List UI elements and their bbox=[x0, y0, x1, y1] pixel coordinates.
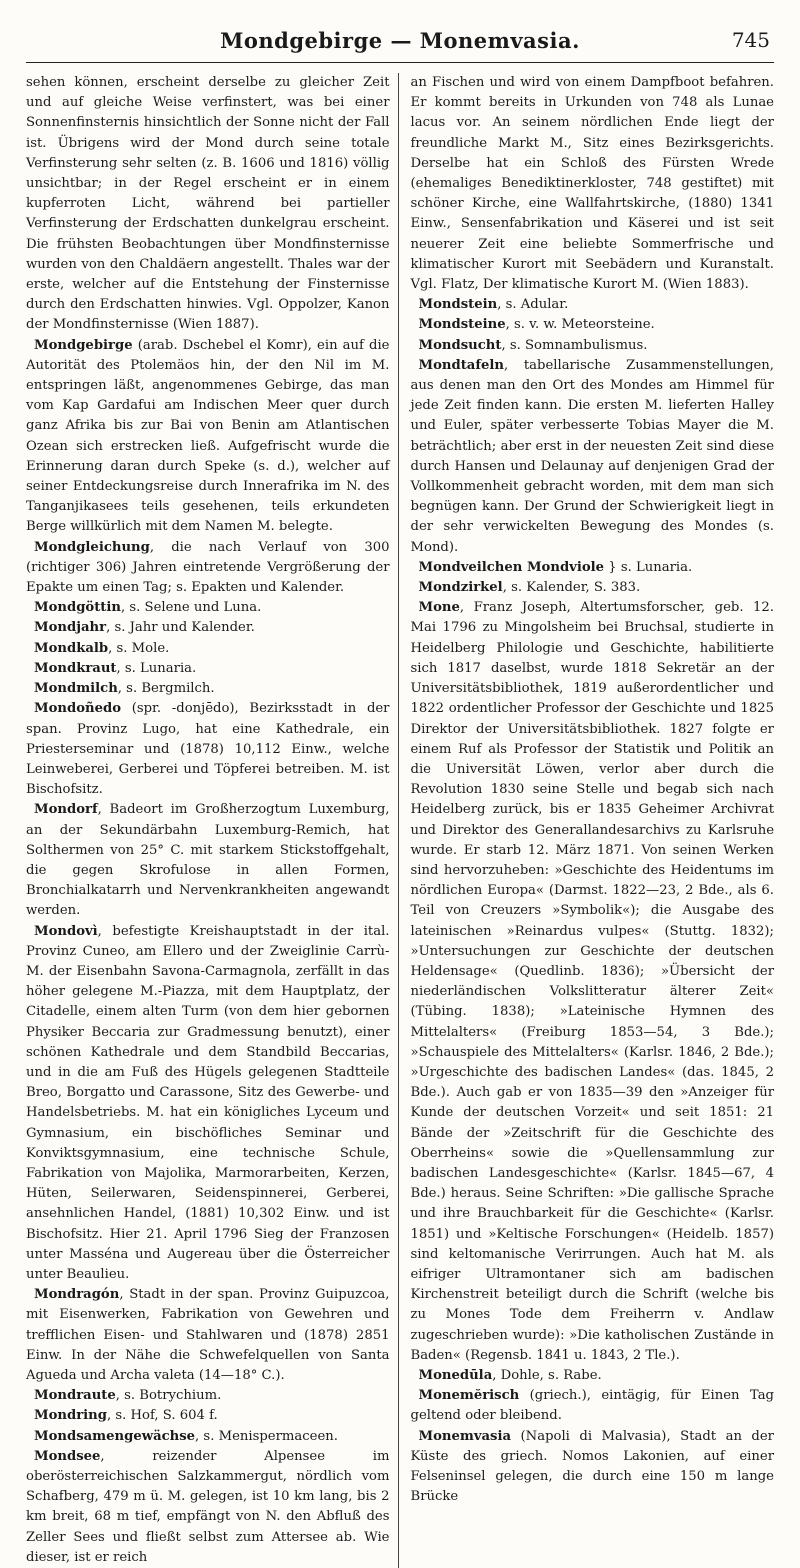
dictionary-entry bbox=[26, 538, 390, 599]
entry-text: , s. Botrychium. bbox=[115, 1388, 222, 1404]
entry-headword: Mondkraut bbox=[34, 660, 117, 676]
dictionary-entry bbox=[411, 315, 775, 335]
entry-text: , s. Somnambulismus. bbox=[501, 337, 648, 353]
entry-headword: Mondgleichung bbox=[34, 539, 150, 555]
entry-headword: Mondveilchen Mondviole bbox=[418, 559, 605, 575]
entry-text: , reizender Alpensee im oberösterreichischen Salzkammergut, nördlich vom Schafberg, 479 m ü. M. gelegen, ist 10 km lang, bis 2 km breit, 68 m tief, empfängt von N. den Abfluß des Zeller Sees und fließt selbst zum Attersee ab. Wie dieser, ist er reich bbox=[26, 1448, 390, 1565]
entry-text: , s. Lunaria. bbox=[116, 660, 197, 676]
entry-headword: Mondtafeln bbox=[418, 357, 504, 373]
entry-headword: Mondorf bbox=[34, 802, 98, 818]
entry-headword: Mondsamengewächse bbox=[34, 1428, 196, 1444]
entry-text: , Franz Joseph, Altertumsforscher, geb. 12. Mai 1796 zu Mingolsheim bei Bruchsal, studierte in Heidelberg Philologie und Geschichte, habilitierte sich 1817 daselbst, wurde 1818 Sekretär an der Universitätsbibliothek, 1819 außerordentlicher und 1822 ordentlicher Professor der Geschichte und 1825 Direktor der Universitätsbibliothek. 1827 folgte er einem Ruf als Professor der Statistik und Politik an die Universität Löwen, verlor aber durch die Revolution 1830 seine Stelle und begab sich nach Heidelberg zurück, bis er 1835 Geheimer Archivrat und Direktor des Generallandesarchivs zu Karlsruhe wurde. Er starb 12. März 1871. Von seinen Werken sind hervorzuheben: »Geschichte des Heidentums im nördlichen Europa« (Darmst. 1822—23, 2 Bde., als 6. Teil von Creuzers »Symbolik«); die Ausgabe des lateinischen »Reinardus vulpes« (Stuttg. 1832); »Untersuchungen zur Geschichte der deutschen Heldensage« (Quedlinb. 1836); »Übersicht der niederländischen Volkslitteratur älterer Zeit« (Tübing. 1838); »Lateinische Hymnen des Mittelalters« (Freiburg 1853—54, 3 Bde.); »Schauspiele des Mittelalters« (Karlsr. 1846, 2 Bde.); »Urgeschichte des badischen Landes« (das. 1845, 2 Bde.). Auch gab er von 1835—39 den »Anzeiger für Kunde der deutschen Vorzeit« und seit 1851: 21 Bände der »Zeitschrift für die Geschichte des Oberrheins« sowie die »Quellensammlung zur badischen Landesgeschichte« (Karlsr. 1845—67, 4 Bde.) heraus. Seine Schriften: »Die gallische Sprache und ihre Brauchbarkeit für die Geschichte« (Karlsr. 1851) und »Keltische Forschungen« (Heidelb. 1857) sind keltomanische Verirrungen. Auch hat M. als eifriger Ultramontaner sich am badischen Kirchenstreit beteiligt durch die Schrift (welche bis zu Mones Tode dem Freiherrn v. Andlaw zugeschrieben wurde): »Die katholischen Zustände in Baden« (Regensb. 1841 u. 1843, 2 Tle.). bbox=[410, 600, 774, 1363]
dictionary-entry bbox=[411, 1386, 775, 1426]
entry-text: , s. Mole. bbox=[108, 640, 170, 656]
entry-text: , Dohle, s. Rabe. bbox=[492, 1368, 602, 1383]
dictionary-entry bbox=[411, 578, 775, 598]
dictionary-entry bbox=[411, 1366, 775, 1386]
dictionary-entry bbox=[26, 1386, 390, 1406]
dictionary-entry bbox=[26, 1447, 390, 1568]
dictionary-entry bbox=[26, 618, 390, 638]
entry-text: , die nach Verlauf von 300 (richtiger 306) Jahren eintretende Vergrößerung der Epakte um einen Tag; s. Epakten und Kalender. bbox=[26, 539, 390, 596]
entry-text: , s. Menispermaceen. bbox=[195, 1428, 338, 1444]
dictionary-entry bbox=[411, 295, 775, 315]
dictionary-entry bbox=[26, 1406, 390, 1426]
continuation-text: an Fischen und wird von einem Dampfboot befahren. Er kommt bereits in Urkunden von 748 als Lunae lacus vor. An seinem nördlichen Ende liegt der freundliche Markt M., Sitz eines Bezirksgerichts. Derselbe hat ein Schloß des Fürsten Wrede (ehemaliges Benediktinerkloster, 748 gestiftet) mit schöner Kirche, eine Wallfahrtskirche, (1880) 1341 Einw., Sensenfabrikation und Käserei und ist seit neuerer Zeit eine beliebte Sommerfrische und klimatischer Kurort mit Seebädern und Kuranstalt. Vgl. Flatz, Der klimatische Kurort M. (Wien 1883). bbox=[410, 75, 774, 293]
right-column bbox=[398, 73, 775, 1568]
entry-headword: Mondmilch bbox=[34, 681, 118, 697]
entry-text: , Badeort im Großherzogtum Luxemburg, an der Sekundärbahn Luxemburg-Remich, hat Solthermen von 25° C. mit starkem Stickstoffgehalt, die gegen Skrofulose in allen Formen, Bronchialkatarrh und Nervenkrankheiten angewandt werden. bbox=[26, 802, 390, 919]
entry-text: } s. Lunaria. bbox=[604, 559, 693, 575]
entry-headword: Mondring bbox=[34, 1408, 107, 1424]
dictionary-entry bbox=[26, 598, 390, 618]
dictionary-entry bbox=[26, 639, 390, 659]
entry-text: , befestigte Kreishauptstadt in der ital. Provinz Cuneo, am Ellero und der Zweiglinie Carrù-M. der Eisenbahn Savona-Carmagnola, zerfällt in das höher gelegene M.-Piazza, mit dem Hauptplatz, der Citadelle, einem alten Turm (von dem hier gebornen Physiker Beccaria zur Gradmessung benutzt), einer schönen Kathedrale und dem Standbild Beccarias, und in die am Fuß des Hügels gelegenen Stadtteile Breo, Borgatto und Carassone, Sitz des Gewerbe- und Handelsbetriebs. M. hat ein königliches Lyceum und Gymnasium, ein bischöfliches Seminar und Konviktsgymnasium, eine technische Schule, Fabrikation von Majolika, Marmorarbeiten, Kerzen, Hüten, Seilerwaren, Seidenspinnerei, Gerberei, ansehnlichen Handel, (1881) 10,302 Einw. und ist Bischofsitz. Hier 21. April 1796 Sieg der Franzosen unter Masséna und Augereau über die Österreicher unter Beaulieu. bbox=[26, 923, 390, 1282]
entry-text: , s. Bergmilch. bbox=[117, 681, 215, 697]
dictionary-entry bbox=[26, 699, 390, 800]
dictionary-entry bbox=[26, 922, 390, 1286]
entry-headword: Mondsucht bbox=[418, 337, 502, 353]
left-column bbox=[26, 73, 398, 1568]
entry-text: , s. Kalender, S. 383. bbox=[502, 580, 641, 596]
entry-text: , s. Adular. bbox=[497, 297, 569, 313]
entry-headword: Mondkalb bbox=[34, 640, 109, 656]
entry-text: , s. Jahr und Kalender. bbox=[106, 620, 255, 636]
page-number: 745 bbox=[731, 28, 770, 52]
entry-headword: Mone bbox=[418, 600, 460, 616]
dictionary-entry bbox=[26, 336, 390, 538]
dictionary-entry bbox=[26, 679, 390, 699]
entry-headword: Mondzirkel bbox=[418, 580, 503, 596]
entry-headword: Mondraute bbox=[34, 1388, 116, 1404]
entry-headword: Monemvasia bbox=[418, 1428, 512, 1444]
dictionary-entry bbox=[411, 336, 775, 356]
entry-text: , s. Hof, S. 604 f. bbox=[106, 1408, 218, 1424]
entry-headword: Monemĕrisch bbox=[418, 1388, 520, 1404]
entry-headword: Mondstein bbox=[418, 297, 498, 313]
dictionary-entry bbox=[26, 1427, 390, 1447]
entry-text: , s. Selene und Luna. bbox=[121, 600, 262, 616]
entry-headword: Mondsee bbox=[34, 1448, 101, 1464]
entry-text: , Stadt in der span. Provinz Guipuzcoa, mit Eisenwerken, Fabrikation von Gewehren und trefflichen Eisen- und Stahlwaren und (1878) 2851 Einw. In der Nähe die Schwefelquellen von Santa Agueda und Archa valeta (14—18° C.). bbox=[26, 1287, 390, 1383]
entry-text: (griech.), eintägig, für Einen Tag geltend oder bleibend. bbox=[410, 1388, 774, 1424]
entry-headword: Mondgebirge bbox=[34, 337, 133, 353]
dictionary-entry bbox=[411, 598, 775, 1366]
dictionary-entry bbox=[411, 356, 775, 558]
dictionary-entry bbox=[411, 1427, 775, 1508]
entry-headword: Mondsteine bbox=[418, 317, 506, 333]
text-columns bbox=[26, 73, 774, 1568]
dictionary-entry bbox=[26, 1285, 390, 1386]
running-header bbox=[26, 28, 774, 63]
entry-headword: Mondragón bbox=[34, 1287, 120, 1303]
entry-headword: Mondjahr bbox=[34, 620, 107, 636]
dictionary-entry bbox=[26, 800, 390, 921]
dictionary-entry bbox=[26, 659, 390, 679]
entry-text: , s. v. w. Meteorsteine. bbox=[505, 317, 655, 333]
entry-text: (arab. Dschebel el Komr), ein auf die Autorität des Ptolemäos hin, der den Nil im M. entspringen läßt, angenommenes Gebirge, das man vom Kap Gardafui am Indischen Meer quer durch ganz Afrika bis zur Bai von Benin am Atlantischen Ozean sich erstrecken ließ. Aufgefrischt wurde die Erinnerung daran durch Speke (s. d.), welcher auf seiner Entdeckungsreise durch Innerafrika im N. des Tanganjikasees teils gesehenen, teils erkundeten Berge willkürlich mit dem Namen M. belegte. bbox=[26, 337, 390, 535]
entry-text: (Napoli di Malvasia), Stadt an der Küste des griech. Nomos Lakonien, auf einer Felseninsel gelegen, die durch eine 150 m lange Brücke bbox=[410, 1428, 774, 1505]
entry-headword: Mondoñedo bbox=[34, 701, 121, 717]
dictionary-entry bbox=[411, 558, 775, 578]
entry-headword: Mondgöttin bbox=[34, 600, 122, 616]
entry-headword: Monedūla bbox=[418, 1368, 493, 1383]
entry-headword: Mondovì bbox=[34, 923, 98, 939]
page-title: Mondgebirge — Monemvasia. bbox=[220, 28, 580, 53]
continuation-text: sehen können, erscheint derselbe zu gleicher Zeit und auf gleiche Weise verfinstert, was bei einer Sonnenfinsternis hinsichtlich der Sonne nicht der Fall ist. Übrigens wird der Mond durch seine totale Verfinsterung sehr selten (z. B. 1606 und 1816) völlig unsichtbar; in der Regel erscheint er in einem kupferroten Licht, während bei partieller Verfinsterung der Erdschatten dunkelgrau erscheint. Die frühsten Beobachtungen über Mondfinsternisse wurden von den Chaldäern angestellt. Thales war der erste, welcher auf die Entstehung der Finsternisse durch den Erdschatten hinwies. Vgl. Oppolzer, Kanon der Mondfinsternisse (Wien 1887). bbox=[26, 75, 390, 333]
entry-text: (spr. -donjēdo), Bezirksstadt in der span. Provinz Lugo, hat eine Kathedrale, ein Priesterseminar und (1878) 10,112 Einw., welche Leinweberei, Gerberei und Töpferei betreiben. M. ist Bischofsitz. bbox=[26, 701, 390, 798]
entry-text: , tabellarische Zusammenstellungen, aus denen man den Ort des Mondes am Himmel für jede Zeit finden kann. Die ersten M. lieferten Halley und Euler, später verbesserte Tobias Mayer die M. beträchtlich; aber erst in der neuesten Zeit sind diese durch Hansen und Delaunay auf denjenigen Grad der Vollkommenheit gebracht worden, mit dem man sich begnügen kann. Der Grund der Schwierigkeit liegt in der sehr verwickelten Bewegung des Mondes (s. Mond). bbox=[410, 357, 774, 555]
